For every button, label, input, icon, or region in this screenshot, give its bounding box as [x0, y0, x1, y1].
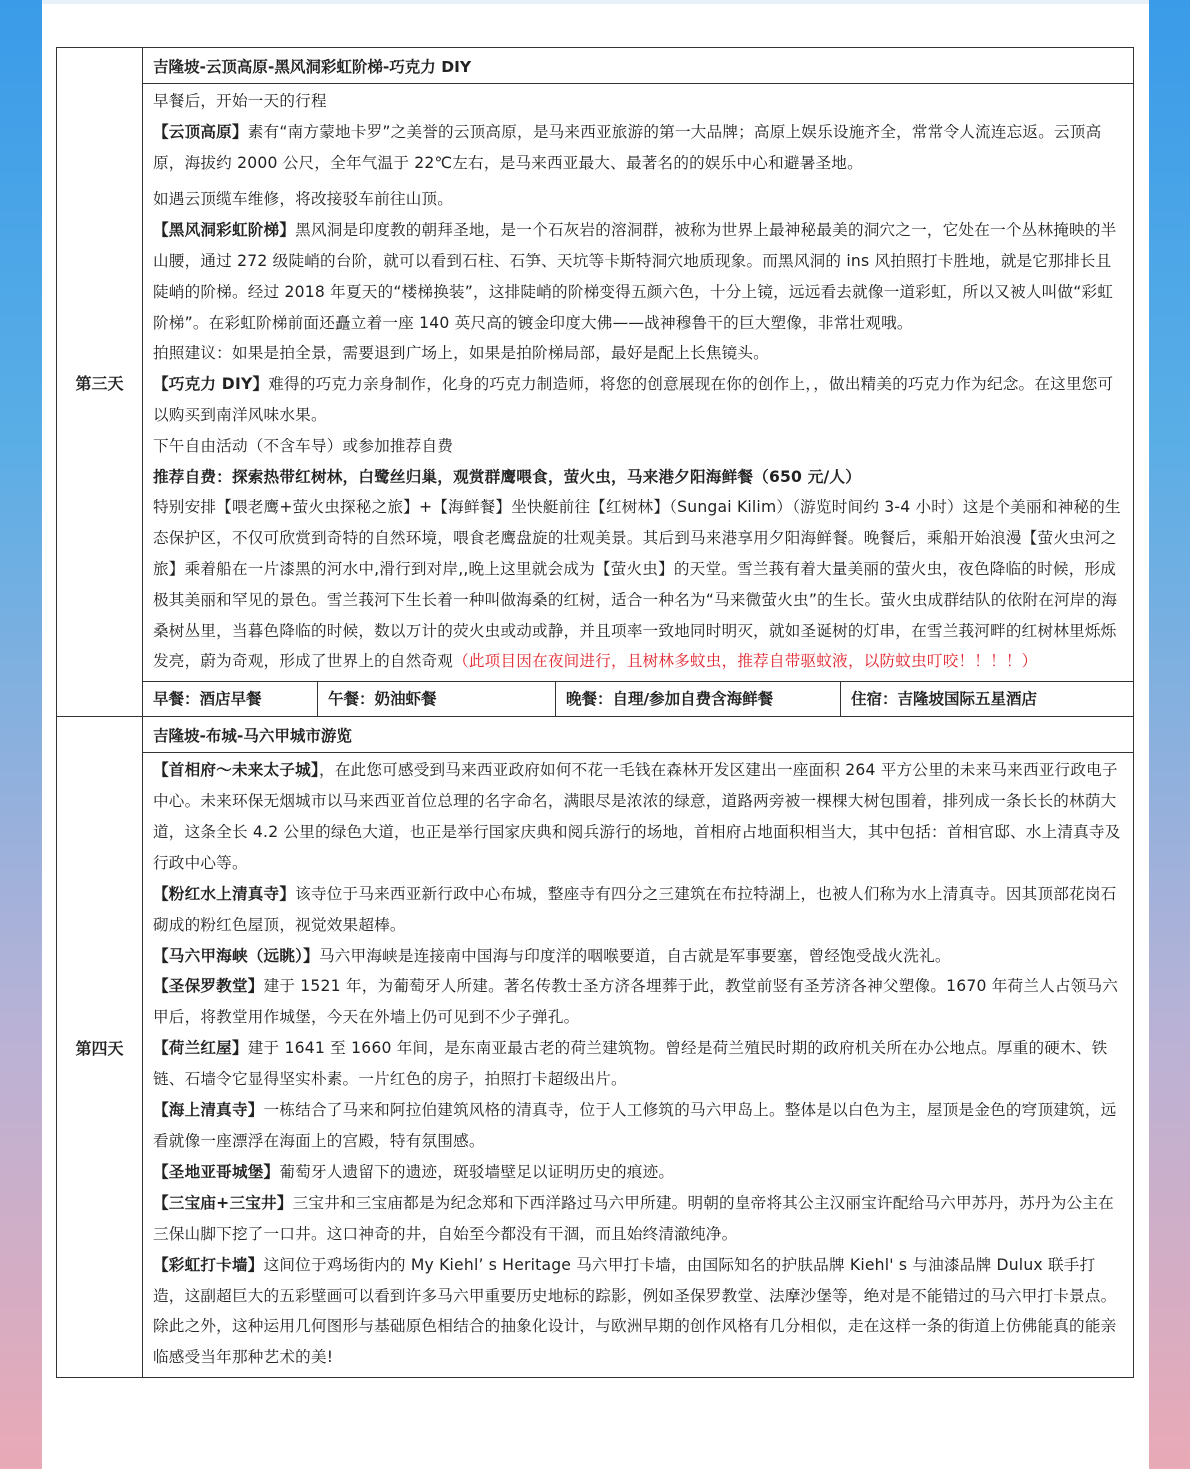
paragraph	[153, 492, 1125, 677]
day3-description	[143, 84, 1133, 681]
paragraph-text: 早餐后，开始一天的行程	[153, 92, 327, 110]
itinerary-table	[56, 47, 1134, 1378]
paragraph	[153, 431, 1125, 462]
highlight-heading: 【首相府～未来太子城】	[153, 761, 319, 780]
highlight-heading: 【海上清真寺】	[153, 1101, 264, 1120]
paragraph	[153, 971, 1125, 1033]
highlight-heading: 【粉红水上清真寺】	[153, 884, 296, 903]
paragraph-text: 马六甲海峡是连接南中国海与印度洋的咽喉要道，自古就是军事要塞，曾经饱受战火洗礼。	[318, 946, 951, 965]
highlight-heading: 【云顶高原】	[153, 122, 248, 141]
paragraph-text: 特别安排【喂老鹰+萤火虫探秘之旅】+【海鲜餐】坐快艇前往【红树林】（Sungai Kilim）（游览时间约 3-4 小时）这是个美丽和神秘的生态保护区，不仅可欣赏到奇特的自然环境，喂食老鹰盘旋的壮观美景。其后到马来港享用夕阳海鲜餐。晚餐后，乘船开始浪漫【萤火虫河之旅】乘着船在一片漆黑的河水中,滑行到对岸,,晚上这里就会成为【萤火虫】的天堂。雪兰莪有着大量美丽的萤火虫，夜色降临的时候，形成极其美丽和罕见的景色。雪兰莪河下生长着一种叫做海桑的红树，适合一种名为“马来微萤火虫”的生长。萤火虫成群结队的依附在河岸的海桑树丛里，当暮色降临的时候，数以万计的荧火虫或动或静，并且项率一致地同时明灭，就如圣诞树的灯串，在雪兰莪河畔的红树林里烁烁发亮，蔚为奇观，形成了世界上的自然奇观	[153, 498, 1121, 671]
paragraph-text: 这间位于鸡场街内的 My Kiehl’ s Heritage 马六甲打卡墙，由国际知名的护肤品牌 Kiehl' s 与油漆品牌 Dulux 联手打造，这副超巨大的五彩壁画可以看到许多马六甲重要历史地标的踪影，例如圣保罗教堂、法摩沙堡等，绝对是不能错过的马六甲打卡景点。除此之外，这种运用几何图形与基础原色相结合的抽象化设计，与欧洲早期的创作风格有几分相似，走在这样一条的街道上仿佛能真的能亲临感受当年那种艺术的美!	[153, 1255, 1117, 1367]
highlight-heading: 【圣地亚哥城堡】	[153, 1162, 280, 1181]
paragraph	[153, 215, 1125, 338]
day4-label: 第四天	[57, 717, 143, 1378]
paragraph-text: 葡萄牙人遗留下的遗迹，斑驳墙壁足以证明历史的痕迹。	[279, 1162, 675, 1181]
paragraph-text: 难得的巧克力亲身制作，化身的巧克力制造师，将您的创意展现在你的创作上，，做出精美的巧克力作为纪念。在这里您可以购买到南洋风味水果。	[153, 375, 1114, 424]
paragraph-text: 该寺位于马来西亚新行政中心布城，整座寺有四分之三建筑在布拉特湖上，也被人们称为水上清真寺。因其顶部花岗石砌成的粉红色屋顶，视觉效果超棒。	[153, 884, 1117, 934]
top-rule	[42, 0, 1149, 4]
day4-description	[143, 753, 1133, 1377]
paragraph	[153, 755, 1125, 879]
day3-meals	[143, 682, 1133, 716]
paragraph	[153, 184, 1125, 215]
breakfast-info: 早餐：酒店早餐	[143, 682, 318, 716]
paragraph	[153, 879, 1125, 941]
paragraph	[153, 117, 1125, 179]
day3-title: 吉隆坡-云顶高原-黑风洞彩虹阶梯-巧克力 DIY	[153, 58, 472, 76]
highlight-heading: 【黑风洞彩虹阶梯】	[153, 221, 296, 240]
paragraph-text: 如遇云顶缆车维修，将改接驳车前往山顶。	[153, 190, 454, 209]
paragraph-text: 黑风洞是印度教的朝拜圣地，是一个石灰岩的溶洞群，被称为世界上最神秘最美的洞穴之一，它处在一个丛林掩映的半山腰，通过 272 级陡峭的台阶，就可以看到石柱、石笋、天坑等卡斯特洞穴地质现象。而黑风洞的 ins 风拍照打卡胜地，就是它那排长且陡峭的阶梯。经过 2018 年夏天的“楼梯换装”，这排陡峭的阶梯变得五颜六色，十分上镜，远远看去就像一道彩虹，所以又被人叫做“彩虹阶梯”。在彩虹阶梯前面还矗立着一座 140 英尺高的镀金印度大佛——战神穆鲁干的巨大塑像，非常壮观哦。	[153, 221, 1117, 332]
highlight-heading: 【三宝庙+三宝井】	[153, 1193, 293, 1212]
highlight-heading: 【巧克力 DIY】	[153, 375, 269, 394]
paragraph-text: 建于 1641 至 1660 年间，是东南亚最古老的荷兰建筑物。曾经是荷兰殖民时期的政府机关所在办公地点。厚重的硬木、铁链、石墙令它显得坚实朴素。一片红色的房子，拍照打卡超级出片。	[153, 1039, 1108, 1089]
paragraph-text: 拍照建议：如果是拍全景，需要退到广场上，如果是拍阶梯局部，最好是配上长焦镜头。	[153, 344, 769, 363]
paragraph	[153, 462, 1125, 493]
hotel-info: 住宿：吉隆坡国际五星酒店	[851, 690, 1038, 709]
highlight-heading: 【荷兰红屋】	[153, 1039, 248, 1058]
paragraph-text: 三宝井和三宝庙都是为纪念郑和下西洋路过马六甲所建。明朝的皇帝将其公主汉丽宝许配给马六甲苏丹，苏丹为公主在三保山脚下挖了一口井。这口神奇的井，自始至今都没有干涸，而且始终清澈纯净。	[153, 1193, 1114, 1243]
paragraph-text: 下午自由活动（不含车导）或参加推荐自费	[153, 436, 454, 455]
lunch-info: 午餐：奶油虾餐	[318, 682, 556, 716]
warning-note: （此项目因在夜间进行，且树林多蚊虫，推荐自带驱蚊液，以防蚊虫叮咬！！！！）	[453, 652, 1038, 671]
day4-title: 吉隆坡-布城-马六甲城市游览	[153, 727, 352, 746]
paragraph-text: 一栋结合了马来和阿拉伯建筑风格的清真寺，位于人工修筑的马六甲岛上。整体是以白色为主，屋顶是金色的穹顶建筑，远看就像一座漂浮在海面上的宫殿，特有氛围感。	[153, 1101, 1117, 1151]
paragraph	[153, 1033, 1125, 1095]
paragraph-text: 素有“南方蒙地卡罗”之美誉的云顶高原，是马来西亚旅游的第一大品牌；高原上娱乐设施齐全，常常令人流连忘返。云顶高原，海拔约 2000 公尺，全年气温于 22℃左右，是马来西亚最大、最著名的的娱乐中心和避暑圣地。	[153, 122, 1102, 172]
paragraph	[153, 941, 1125, 972]
paragraph	[153, 1250, 1125, 1374]
highlight-heading: 【圣保罗教堂】	[153, 977, 264, 996]
paragraph	[153, 86, 1125, 117]
paragraph-text: ，在此您可感受到马来西亚政府如何不花一毛钱在森林开发区建出一座面积 264 平方公里的未来马来西亚行政电子中心。未来环保无烟城市以马来西亚首位总理的名字命名，满眼尽是浓浓的绿意，道路两旁被一棵棵大树包围着，排列成一条长长的林荫大道，这条全长 4.2 公里的绿色大道，也正是举行国家庆典和阅兵游行的场地，首相府占地面积相当大，其中包括：首相官邸、水上清真寺及行政中心等。	[153, 761, 1121, 872]
itinerary-sheet	[42, 0, 1149, 1469]
dinner-info: 晚餐：自理/参加自费含海鲜餐	[556, 682, 841, 716]
highlight-heading: 【马六甲海峡（远眺）】	[153, 946, 319, 965]
highlight-heading: 【彩虹打卡墙】	[153, 1255, 264, 1274]
paragraph	[153, 338, 1125, 369]
highlight-heading: 推荐自费：探索热带红树林，白鹭丝归巢，观赏群鹰喂食，萤火虫，马来港夕阳海鲜餐（650 元/人）	[153, 467, 862, 486]
paragraph	[153, 1188, 1125, 1250]
paragraph	[153, 1095, 1125, 1157]
paragraph	[153, 1157, 1125, 1188]
paragraph	[153, 369, 1125, 431]
paragraph-text: 建于 1521 年，为葡萄牙人所建。著名传教士圣方济各埋葬于此，教堂前竖有圣芳济各神父塑像。1670 年荷兰人占领马六甲后，将教堂用作城堡，今天在外墙上仍可见到不少子弹孔。	[153, 977, 1119, 1027]
day3-label: 第三天	[57, 48, 143, 717]
